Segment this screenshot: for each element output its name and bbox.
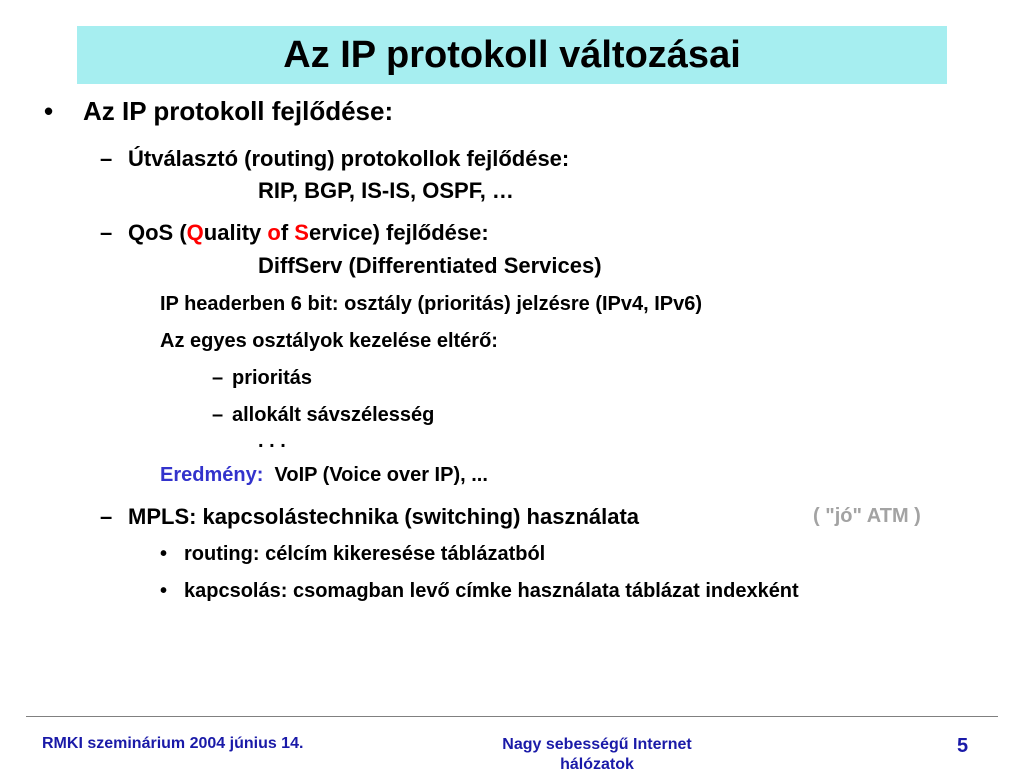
slide-title: Az IP protokoll változásai bbox=[283, 33, 741, 76]
qos-uality: uality bbox=[203, 220, 268, 245]
mpls-item: routing: célcím kikeresése táblázatból bbox=[184, 543, 546, 565]
bullet-dot-icon: • bbox=[44, 96, 54, 126]
mpls-item: kapcsolás: csomagban levő címke használata táblázat indexként bbox=[184, 580, 799, 602]
footer-center: Nagy sebességű Internet hálózatok bbox=[502, 736, 692, 773]
dash-icon: – bbox=[100, 220, 113, 245]
class-item: prioritás bbox=[232, 367, 313, 389]
dash-icon: – bbox=[100, 146, 113, 171]
page-number: 5 bbox=[957, 735, 969, 757]
dash-icon: – bbox=[212, 367, 224, 389]
ip-header-text: IP headerben 6 bit: osztály (prioritás) jelzésre (IPv4, IPv6) bbox=[160, 293, 703, 315]
qos-f: f bbox=[280, 220, 295, 245]
bullet-dot-icon: • bbox=[160, 543, 168, 565]
diffserv: DiffServ (Differentiated Services) bbox=[258, 253, 602, 278]
title-box bbox=[77, 26, 947, 84]
main-bullet: Az IP protokoll fejlődése: bbox=[83, 96, 394, 126]
dash-icon: – bbox=[100, 504, 113, 529]
classes-heading: Az egyes osztályok kezelése eltérő: bbox=[160, 330, 498, 352]
result-value: VoIP (Voice over IP), ... bbox=[274, 464, 488, 486]
footer-left: RMKI szeminárium 2004 június 14. bbox=[42, 735, 304, 752]
routing-protocols: RIP, BGP, IS-IS, OSPF, … bbox=[258, 178, 514, 203]
result-line bbox=[160, 464, 488, 487]
result-label: Eredmény: bbox=[160, 464, 264, 486]
dash-icon: – bbox=[212, 404, 224, 426]
footer-divider bbox=[26, 716, 998, 717]
qos-suffix: ervice) fejlődése: bbox=[308, 220, 489, 245]
qos-prefix: QoS ( bbox=[128, 220, 187, 245]
routing-heading: Útválasztó (routing) protokollok fejlődése: bbox=[128, 146, 570, 171]
class-item: allokált sávszélesség bbox=[232, 404, 435, 426]
ellipsis: . . . bbox=[258, 430, 286, 452]
qos-letter-q: Q bbox=[186, 220, 204, 245]
mpls-note: ( "jó" ATM ) bbox=[813, 505, 921, 527]
qos-letter-o: o bbox=[267, 220, 281, 245]
bullet-dot-icon: • bbox=[160, 580, 168, 602]
mpls-heading: MPLS: kapcsolástechnika (switching) használata bbox=[128, 504, 640, 529]
qos-heading bbox=[128, 220, 489, 246]
qos-letter-s: S bbox=[294, 220, 309, 245]
